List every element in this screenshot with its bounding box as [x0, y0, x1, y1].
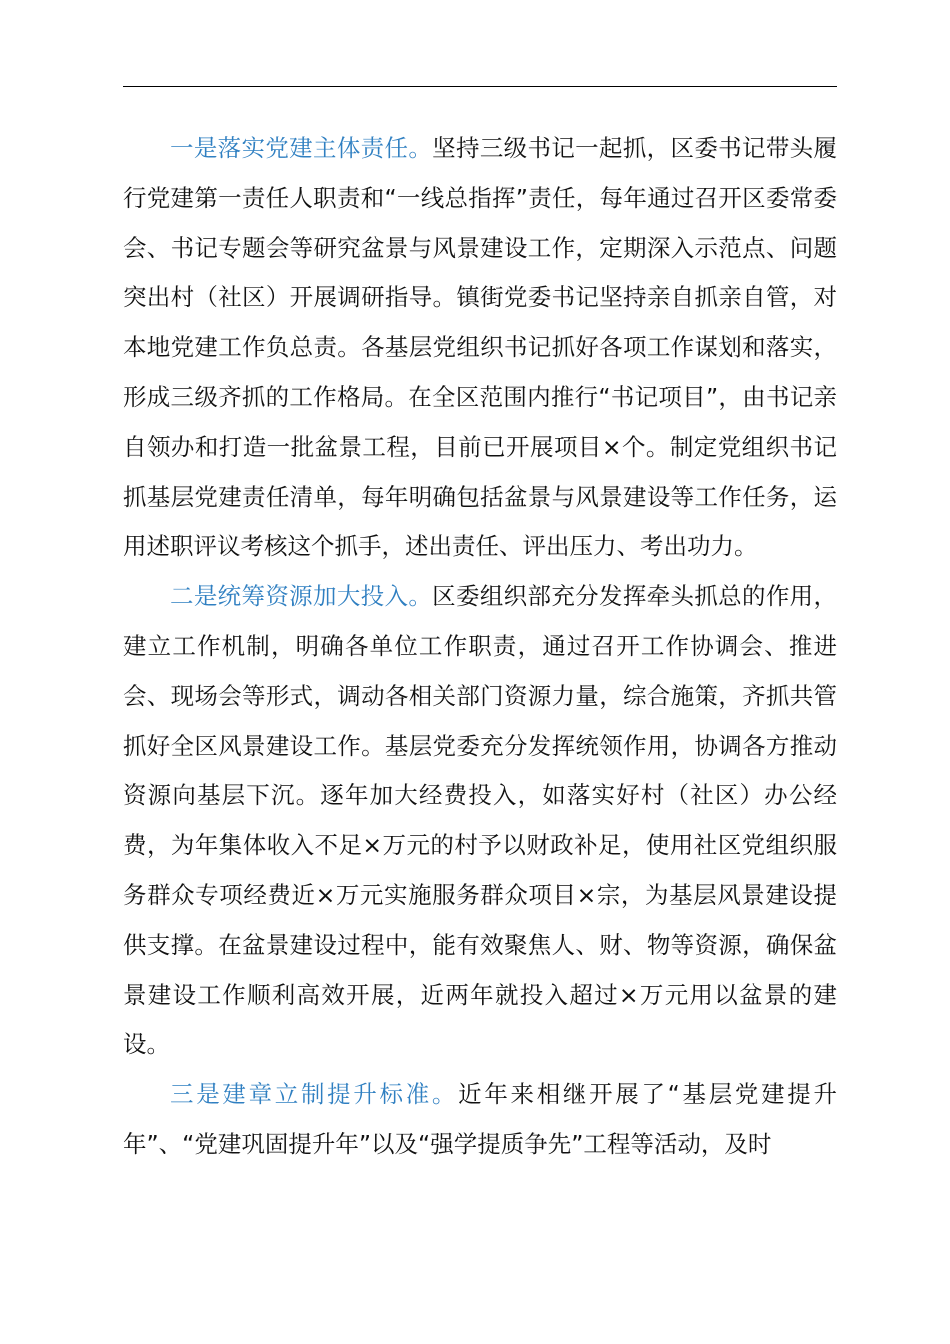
paragraph-3-text: 近年来相继开展了“基层党建提升年”、“党建巩固提升年”以及“强学提质争先”工程等活动，及时 [123, 1080, 837, 1158]
paragraph-3 [123, 1070, 837, 1170]
paragraph-2 [123, 572, 837, 1070]
paragraph-1-heading: 一是落实党建主体责任。 [170, 134, 433, 162]
header-rule [123, 86, 837, 87]
paragraph-3-heading: 三是建章立制提升标准。 [170, 1080, 459, 1109]
paragraph-1 [123, 124, 837, 572]
paragraph-2-text: 区委组织部充分发挥牵头抓总的作用，建立工作机制，明确各单位工作职责，通过召开工作协调会、推进会、现场会等形式，调动各相关部门资源力量，综合施策，齐抓共管抓好全区风景建设工作。基层党委充分发挥统领作用，协调各方推动资源向基层下沉。逐年加大经费投入，如落实好村（社区）办公经费，为年集体收入不足×万元的村予以财政补足，使用社区党组织服务群众专项经费近×万元实施服务群众项目×宗，为基层风景建设提供支撑。在盆景建设过程中，能有效聚焦人、财、物等资源，确保盆景建设工作顺利高效开展，近两年就投入超过×万元用以盆景的建设。 [123, 582, 838, 1059]
document-body [123, 124, 837, 1170]
paragraph-1-text: 坚持三级书记一起抓，区委书记带头履行党建第一责任人职责和“一线总指挥”责任，每年通过召开区委常委会、书记专题会等研究盆景与风景建设工作，定期深入示范点、问题突出村（社区）开展调研指导。镇街党委书记坚持亲自抓亲自管，对本地党建工作负总责。各基层党组织书记抓好各项工作谋划和落实，形成三级齐抓的工作格局。在全区范围内推行“书记项目”，由书记亲自领办和打造一批盆景工程，目前已开展项目×个。制定党组织书记抓基层党建责任清单，每年明确包括盆景与风景建设等工作任务，运用述职评议考核这个抓手，述出责任、评出压力、考出功力。 [123, 134, 838, 561]
paragraph-2-heading: 二是统筹资源加大投入。 [170, 582, 433, 611]
